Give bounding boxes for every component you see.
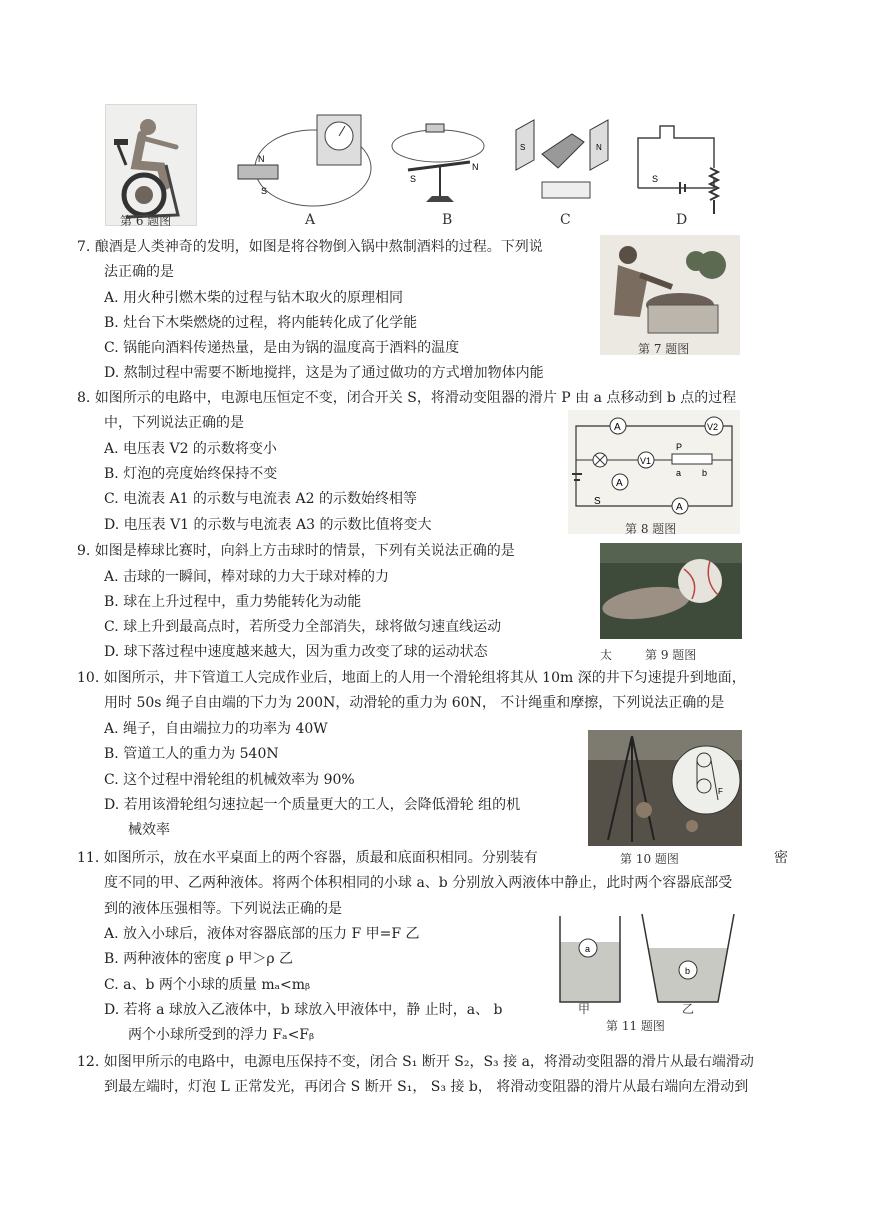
q9-stem: 9. 如图是棒球比赛时，向斜上方击球时的情景，下列有关说法正确的是 [77, 543, 515, 559]
q11-option-d-line2: 两个小球所受到的浮力 Fₐ<Fᵦ [128, 1027, 315, 1043]
svg-text:S: S [594, 496, 601, 507]
figure-6a-generator [233, 110, 373, 210]
figure-9-baseball [600, 543, 742, 639]
q11-stem-line1: 11. 如图所示，放在水平桌面上的两个容器，质最和底面积相同。分别装有 [77, 850, 538, 866]
q12-line1: 12. 如图甲所示的电路中，电源电压保持不变，闭合 S₁ 断开 S₂，S₃ 接 a，将滑动变阻器的滑片从最右端滑动 [77, 1054, 754, 1070]
svg-text:S: S [652, 174, 659, 184]
figure-7-caption: 第 7 题图 [638, 342, 690, 356]
q11-stem-line1-tail: 密 [774, 850, 788, 866]
figure-11-containers [550, 908, 742, 1012]
figure-6b-compass [388, 118, 488, 208]
q12-line2: 到最左端时，灯泡 L 正常发光，再闭合 S 断开 S₁， S₃ 接 b， 将滑动变阻器的滑片从最右端向左滑动到 [104, 1079, 749, 1095]
svg-text:S: S [520, 143, 526, 152]
svg-text:a: a [585, 944, 591, 954]
figure-9-corner-mark: 太 [600, 648, 613, 662]
figure-6-exercise-bike [105, 104, 197, 226]
figure-7-brewing [600, 235, 740, 355]
q10-stem-line2: 用时 50s 绳子自由端的下力为 200N，动滑轮的重力为 60N， 不计绳重和摩擦，下列说法正确的是 [104, 695, 725, 711]
q7-stem-line1: 7. 酿酒是人类神奇的发明，如图是将谷物倒入锅中熬制酒料的过程。下列说 [77, 239, 543, 255]
q11-stem-line3: 到的液体压强相等。下列说法正确的是 [104, 901, 342, 917]
figure-11-caption: 第 11 题图 [606, 1019, 665, 1033]
svg-text:A: A [676, 502, 683, 513]
svg-text:A: A [616, 478, 623, 489]
figure-6a-label: A [305, 212, 316, 228]
svg-text:N: N [472, 162, 479, 172]
figure-6d-electromagnet [630, 118, 730, 218]
svg-text:F: F [718, 787, 723, 796]
figure-6b-label: B [442, 212, 453, 228]
svg-text:N: N [258, 154, 265, 164]
q10-option-d-line1: D. 若用该滑轮组匀速拉起一个质量更大的工人，会降低滑轮 组的机 [104, 797, 521, 813]
q9-option-a: A. 击球的一瞬间，棒对球的力大于球对棒的力 [104, 569, 390, 585]
svg-text:V1: V1 [640, 456, 652, 466]
figure-6d-label: D [676, 212, 688, 228]
svg-text:a: a [676, 468, 682, 478]
q8-option-a: A. 电压表 V2 的示数将变小 [104, 441, 277, 457]
svg-text:b: b [685, 966, 691, 976]
q7-option-d: D. 熬制过程中需要不断地搅拌，这是为了通过做功的方式增加物体内能 [104, 365, 544, 381]
q8-option-c: C. 电流表 A1 的示数与电流表 A2 的示数始终相等 [104, 491, 417, 507]
q10-option-a: A. 绳子，自由端拉力的功率为 40W [104, 721, 328, 737]
q9-option-b: B. 球在上升过程中，重力势能转化为动能 [104, 594, 362, 610]
figure-6c-magnet-device [512, 110, 616, 210]
q10-option-c: C. 这个过程中滑轮组的机械效率为 90% [104, 772, 355, 788]
svg-text:P: P [676, 442, 683, 452]
q10-option-d-line2: 械效率 [128, 822, 170, 838]
q11-option-b: B. 两种液体的密度 ρ 甲＞ρ 乙 [104, 951, 293, 967]
figure-8-caption: 第 8 题图 [625, 522, 677, 536]
q7-option-c: C. 锅能向酒料传递热量，是由为锅的温度高于酒料的温度 [104, 340, 460, 356]
q10-stem-line1: 10. 如图所示，井下管道工人完成作业后，地面上的人用一个滑轮组将其从 10m 深的井下匀速提升到地面， [77, 670, 746, 686]
q7-stem-line2: 法正确的是 [104, 264, 174, 280]
figure-9-caption: 第 9 题图 [645, 648, 697, 662]
svg-text:A: A [614, 422, 621, 433]
q8-stem-line2: 中，下列说法正确的是 [104, 415, 244, 431]
q8-option-d: D. 电压表 V1 的示数与电流表 A3 的示数比值将变大 [104, 517, 432, 533]
q9-option-c: C. 球上升到最高点时，若所受力全部消失，球将做匀速直线运动 [104, 619, 502, 635]
q10-option-b: B. 管道工人的重力为 540N [104, 746, 279, 762]
svg-text:S: S [410, 174, 417, 184]
q11-option-d-line1: D. 若将 a 球放入乙液体中，b 球放入甲液体中，静 止时，a、 b [104, 1002, 503, 1018]
figure-6-caption: 第 6 题图 [120, 214, 172, 228]
figure-10-pulley-well [588, 730, 742, 846]
q11-stem-line2: 度不同的甲、乙两种液体。将两个体积相同的小球 a、b 分别放入两液体中静止，此时两个容器底部受 [104, 875, 733, 891]
figure-6c-label: C [560, 212, 571, 228]
svg-text:V2: V2 [707, 422, 719, 432]
figure-8-circuit [568, 410, 740, 534]
figure-10-caption: 第 10 题图 [620, 852, 679, 866]
q7-option-b: B. 灶台下木柴燃烧的过程，将内能转化成了化学能 [104, 315, 418, 331]
svg-text:b: b [702, 468, 708, 478]
q11-option-a: A. 放入小球后，液体对容器底部的压力 F 甲=F 乙 [104, 926, 420, 942]
figure-11-label-jia: 甲 [578, 1002, 591, 1016]
q9-option-d: D. 球下落过程中速度越来越大，因为重力改变了球的运动状态 [104, 644, 488, 660]
svg-text:N: N [596, 143, 602, 152]
figure-11-label-yi: 乙 [682, 1002, 695, 1016]
svg-text:S: S [261, 186, 268, 196]
q7-option-a: A. 用火种引燃木柴的过程与钻木取火的原理相同 [104, 290, 404, 306]
q8-stem-line1: 8. 如图所示的电路中，电源电压恒定不变，闭合开关 S，将滑动变阻器的滑片 P 由 a 点移动到 b 点的过程 [77, 390, 737, 406]
q8-option-b: B. 灯泡的亮度始终保持不变 [104, 466, 278, 482]
q11-option-c: C. a、b 两个小球的质量 mₐ<mᵦ [104, 977, 311, 993]
